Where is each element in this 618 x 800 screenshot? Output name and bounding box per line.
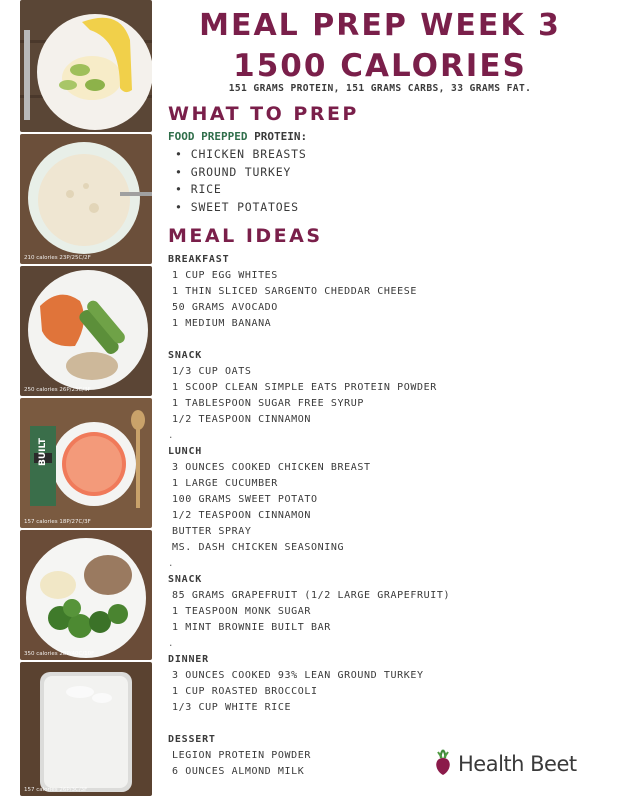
list-item: 1 MINT BROWNIE BUILT BAR — [172, 622, 331, 633]
list-item: • GROUND TURKEY — [175, 164, 307, 182]
list-item: 3 OUNCES COOKED CHICKEN BREAST — [172, 462, 371, 473]
list-item: 1 CUP EGG WHITES — [172, 270, 278, 281]
brand-name: Health Beet — [458, 752, 577, 776]
separator-dot: . — [168, 639, 174, 649]
meal-list — [168, 252, 598, 780]
food-prepped-green: FOOD PREPPED — [168, 130, 248, 143]
list-item: 1/3 CUP OATS — [172, 366, 252, 377]
snack-heading: SNACK — [168, 574, 203, 585]
breakfast-heading: BREAKFAST — [168, 254, 230, 265]
dinner-heading: DINNER — [168, 654, 209, 665]
list-item: 3 OUNCES COOKED 93% LEAN GROUND TURKEY — [172, 670, 424, 681]
snack-heading: SNACK — [168, 350, 203, 361]
lunch-heading: LUNCH — [168, 446, 203, 457]
list-item: 1 TEASPOON MONK SUGAR — [172, 606, 312, 617]
oats-caption: 210 calories 23P/25C/2F — [24, 255, 91, 261]
dessert-caption: 157 calories 26P/3C/3F — [24, 787, 88, 793]
list-item: 1 THIN SLICED SARGENTO CHEDDAR CHEESE — [172, 286, 417, 297]
prep-list — [175, 146, 307, 216]
list-item: 1 SCOOP CLEAN SIMPLE EATS PROTEIN POWDER — [172, 382, 437, 393]
list-item: 1 MEDIUM BANANA — [172, 318, 272, 329]
list-item: • SWEET POTATOES — [175, 199, 307, 217]
beet-icon — [432, 748, 454, 780]
lunch-caption: 250 calories 26P/25C/3F — [24, 387, 91, 393]
page-title: MEAL PREP WEEK 3 — [199, 8, 561, 43]
snack-photo — [20, 398, 152, 528]
list-item: 1 TABLESPOON SUGAR FREE SYRUP — [172, 398, 364, 409]
dessert-photo — [20, 662, 152, 796]
built-bar-label: BUILT — [38, 438, 48, 466]
list-item: 100 GRAMS SWEET POTATO — [172, 494, 318, 505]
separator-dot: . — [168, 559, 174, 569]
list-item: MS. DASH CHICKEN SEASONING — [172, 542, 345, 553]
list-item: • RICE — [175, 181, 307, 199]
food-prepped-rest: PROTEIN: — [247, 130, 308, 143]
list-item: 1 CUP ROASTED BROCCOLI — [172, 686, 318, 697]
list-item: LEGION PROTEIN POWDER — [172, 750, 312, 761]
calorie-title: 1500 CALORIES — [233, 48, 527, 84]
dinner-photo — [20, 530, 152, 660]
list-item: 85 GRAMS GRAPEFRUIT (1/2 LARGE GRAPEFRUIT) — [172, 590, 451, 601]
photo-column — [20, 0, 152, 800]
list-item: • CHICKEN BREASTS — [175, 146, 307, 164]
meal-ideas-heading: MEAL IDEAS — [168, 225, 323, 247]
list-item: 1/2 TEASPOON CINNAMON — [172, 414, 312, 425]
spacer — [168, 332, 598, 348]
breakfast-photo — [20, 0, 152, 132]
snack-caption: 157 calories 18P/27C/3F — [24, 519, 91, 525]
what-to-prep-heading: WHAT TO PREP — [168, 103, 359, 125]
oats-photo — [20, 134, 152, 264]
dinner-caption: 350 calories 28P/40C/10F — [24, 651, 95, 657]
list-item: 1/2 TEASPOON CINNAMON — [172, 510, 312, 521]
list-item: 50 GRAMS AVOCADO — [172, 302, 278, 313]
lunch-photo — [20, 266, 152, 396]
dessert-heading: DESSERT — [168, 734, 216, 745]
separator-dot: . — [168, 431, 174, 441]
list-item: 6 OUNCES ALMOND MILK — [172, 766, 305, 777]
list-item: 1/3 CUP WHITE RICE — [172, 702, 292, 713]
food-prepped-label — [168, 130, 307, 143]
health-beet-logo — [432, 748, 577, 780]
spacer — [168, 716, 598, 732]
macros-subtitle: 151 GRAMS PROTEIN, 151 GRAMS CARBS, 33 GRAMS FAT. — [228, 83, 532, 94]
list-item: BUTTER SPRAY — [172, 526, 252, 537]
list-item: 1 LARGE CUCUMBER — [172, 478, 278, 489]
